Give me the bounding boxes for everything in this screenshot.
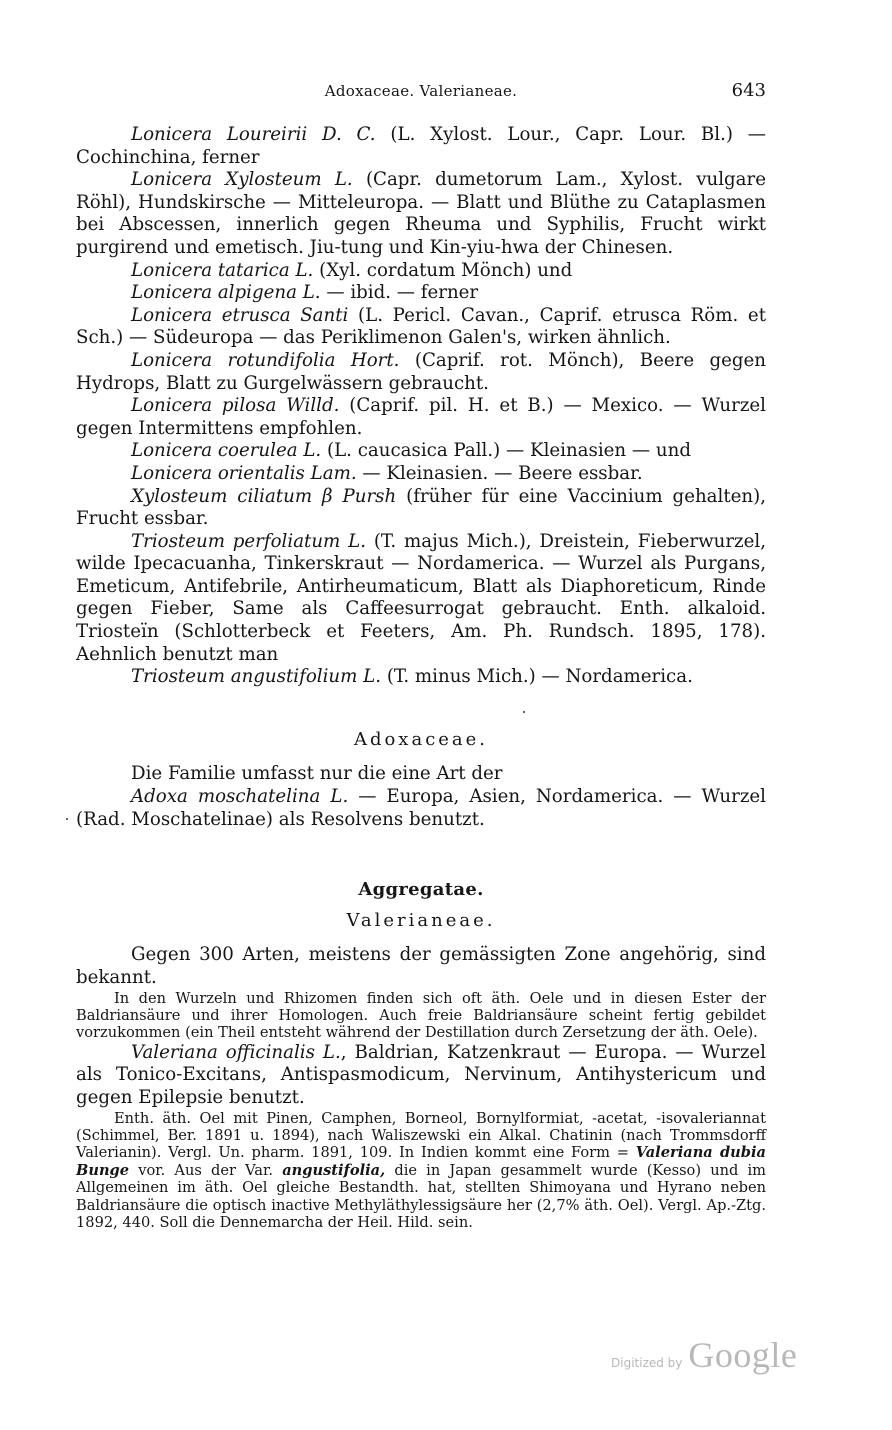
entry-triosteum-angustifolium [76,666,766,689]
entry-text: (früher für eine Vaccinium gehalten), Frucht essbar. [76,485,767,530]
entry-lonicera-pilosa [76,395,766,440]
entry-lonicera-orientalis [76,463,766,486]
species-name: Valeriana officinalis L. [131,1041,341,1063]
species-name: Lonicera coerulea L. [131,440,322,462]
species-name: Lonicera pilosa Willd. [131,395,340,417]
species-name: Lonicera orientalis Lam. [131,462,357,484]
body-text [76,124,766,1231]
valerianeae-intro: Gegen 300 Arten, meistens der gemässigten Zone angehörig, sind bekannt. [76,944,766,988]
entry-text: — Kleinasien. — Beere essbar. [356,462,643,484]
variety-name: angustifolia, [282,1161,386,1179]
species-name: Lonicera alpigena L. [131,282,321,304]
entry-text: (Caprif. pil. H. et B.) — Mexico. — Wurzel gegen Intermittens empfohlen. [76,395,766,439]
print-speck [66,818,68,820]
entry-valeriana-officinalis [76,1042,766,1110]
page-header [76,82,766,104]
species-name: Lonicera etrusca Santi [131,304,349,326]
section-title-aggregatae: Aggregatae. [358,879,484,901]
entry-lonicera-loureirii [76,124,766,169]
google-logo: Google [688,1335,798,1375]
entry-text: — ibid. — ferner [320,282,479,304]
section-title-adoxaceae: Adoxaceae. [353,728,489,750]
entry-lonicera-rotundifolia [76,350,766,395]
note-text: Enth. äth. Oel mit Pinen, Camphen, Borneol, Bornylformiat, -acetat, -isovaleriannat (Schimmel, Ber. 1891 u. 1894), nach Waliszewski ein Alkal. Chatinin (nach Trommsdorff Valerianin). Vergl. Un. pharm. 1891, 109. In Indien kommt eine Form = [76,1109,766,1162]
species-name: Xylosteum ciliatum β Pursh [131,485,397,507]
entry-text: (L. Pericl. Cavan., Caprif. etrusca Röm. et Sch.) — Südeuropa — das Periklimenon Galen's, wirken ähnlich. [76,304,767,349]
entry-lonicera-xylosteum [76,169,766,259]
print-speck [523,711,525,713]
species-name: Lonicera Xylosteum L. [131,169,353,191]
section-title-valerianeae: Valerianeae. [346,909,496,931]
note-text: vor. Aus der Var. [129,1161,283,1179]
entry-lonicera-alpigena [76,282,766,305]
species-name: Triosteum perfoliatum L. [131,530,366,552]
entry-text: (Capr. dumetorum Lam., Xylost. vulgare Röhl), Hundskirsche — Mitteleuropa. — Blatt und Blüthe zu Cataplasmen bei Abscessen, innerlich gegen Rheuma und Syphilis, Frucht wirkt purgirend und emetisch. Jiu-tung und Kin-yiu-hwa der Chinesen. [76,169,766,258]
valeriana-note [76,1110,766,1232]
google-watermark [611,1334,797,1374]
species-name: Lonicera rotundifolia Hort. [131,349,400,371]
note-text: die in Japan gesammelt wurde (Kesso) und im Allgemeinen im äth. Oel gleiche Bestandth. hat, stellten Shimoyana und Hyrano neben Baldriansäure die optisch inactive Methyläthylessigsäure her (2,7% äth. Oel). Vergl. Ap.-Ztg. 1892, 440. Soll die Dennemarcha der Heil. Hild. sein. [76,1161,767,1232]
species-name: Lonicera tatarica L. [131,259,314,281]
spacer [76,932,766,944]
entry-text: (L. Xylost. Lour., Capr. Lour. Bl.) — Cochinchina, ferner [76,124,766,168]
spacer [76,751,766,763]
entry-text: , Baldrian, Katzenkraut — Europa. — Wurzel als Tonico-Excitans, Antispasmodicum, Nervinum, Antihystericum und gegen Epilepsie benutzt. [76,1041,766,1108]
species-name: Valeriana dubia Bunge [76,1144,766,1179]
entry-text: (Xyl. cordatum Mönch) und [313,259,573,281]
entry-text: (Caprif. rot. Mönch), Beere gegen Hydrops, Blatt zu Gurgelwässern gebraucht. [76,349,767,394]
entry-text: — Europa, Asien, Nordamerica. — Wurzel (Rad. Moschatelinae) als Resolvens benutzt. [76,786,766,830]
spacer [76,689,766,729]
entry-xylosteum-ciliatum [76,486,766,531]
valerianeae-note: In den Wurzeln und Rhizomen finden sich oft äth. Oele und in diesen Ester der Baldriansäure und ihrer Homologen. Auch freie Baldriansäure scheint fertig gebildet vorzukommen (ein Theil entsteht während der Destillation durch Zersetzung der äth. Oele). [76,989,766,1042]
species-name: Adoxa moschatelina L. [131,786,349,808]
species-name: Triosteum angustifolium L. [131,666,382,688]
page-number: 643 [731,80,766,101]
entry-lonicera-etrusca [76,305,766,350]
species-name: Lonicera Loureirii D. C. [131,124,376,145]
entry-text: (T. minus Mich.) — Nordamerica. [381,666,693,688]
entry-text: (L. caucasica Pall.) — Kleinasien — und [321,440,691,462]
entry-adoxa-moschatelina [76,786,766,831]
entry-lonicera-tatarica [76,260,766,283]
adoxaceae-intro: Die Familie umfasst nur die eine Art der [131,763,503,785]
watermark-prefix: Digitized by [611,1356,683,1370]
entry-triosteum-perfoliatum [76,531,766,667]
running-title: Adoxaceae. Valerianeae. [324,82,518,100]
entry-lonicera-coerulea [76,440,766,463]
spacer [76,902,766,910]
entry-text: (T. majus Mich.), Dreistein, Fieberwurzel, wilde Ipecacuanha, Tinkerskraut — Nordamerica. — Wurzel als Purgans, Emeticum, Antifebrile, Antirheumaticum, Blatt als Diaphoreticum, Rinde gegen Fieber, Same als Caffeesurrogat gebraucht. Enth. alkaloid. Triosteïn (Schlotterbeck et Feeters, Am. Ph. Rundsch. 1895, 178). Aehnlich benutzt man [76,530,767,665]
spacer [76,831,766,879]
